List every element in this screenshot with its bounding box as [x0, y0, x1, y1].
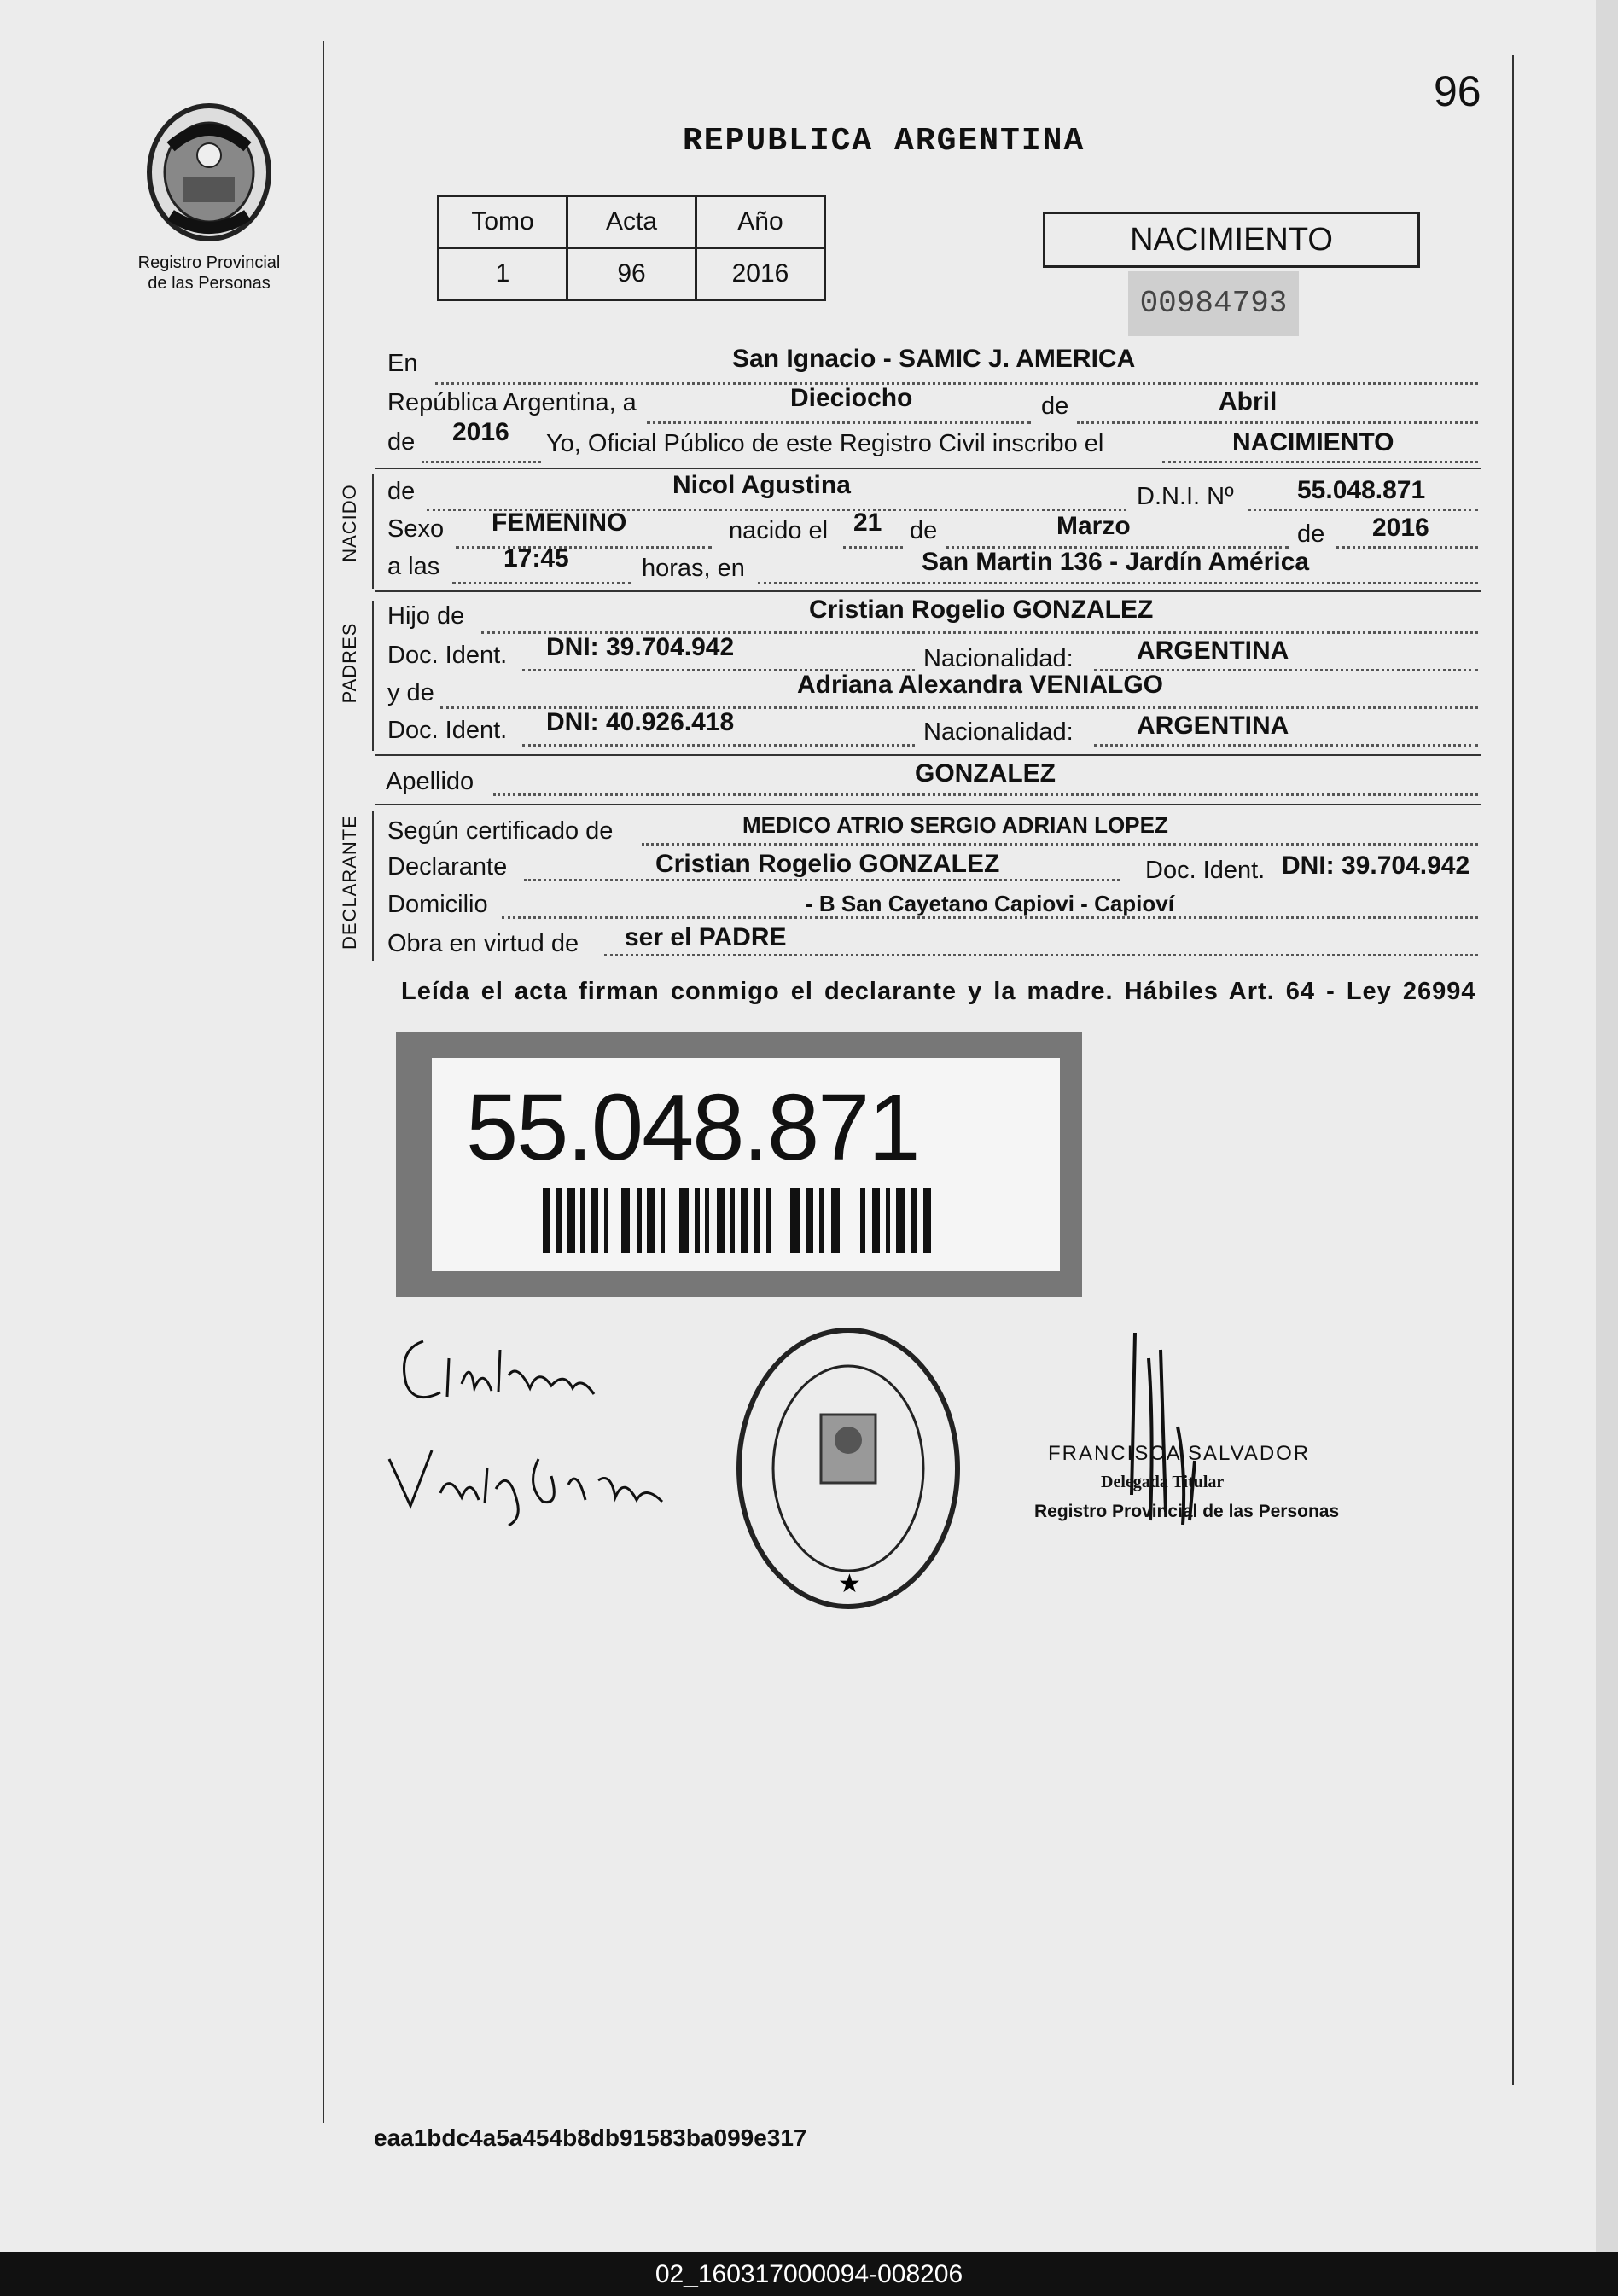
dots	[493, 793, 1478, 796]
day-words-value: Dieciocho	[790, 384, 913, 412]
hline	[375, 754, 1481, 756]
left-margin-rule	[323, 41, 324, 2123]
padres-bracket	[372, 601, 374, 751]
hline	[375, 804, 1481, 805]
dni-label: D.N.I. Nº	[1137, 483, 1234, 510]
de-label-3: de	[1297, 520, 1325, 548]
header-acta: Acta	[567, 196, 696, 248]
dots	[435, 382, 1478, 385]
registry-caption	[102, 253, 316, 294]
declarante-name: Cristian Rogelio GONZALEZ	[655, 850, 1000, 878]
dots	[422, 461, 541, 463]
header-anio: Año	[696, 196, 825, 248]
declarante-doc: DNI: 39.704.942	[1282, 852, 1470, 880]
obra-label: Obra en virtud de	[387, 930, 579, 957]
registry-line1: Registro Provincial	[137, 253, 281, 272]
republica-label: República Argentina, a	[387, 389, 637, 416]
svg-text:★: ★	[838, 1569, 861, 1599]
section-padres: PADRES	[339, 622, 360, 704]
dots	[1162, 461, 1478, 463]
hline	[375, 590, 1481, 592]
value-anio: 2016	[696, 248, 825, 300]
father-name: Cristian Rogelio GONZALEZ	[809, 596, 1154, 624]
birth-month: Marzo	[1056, 512, 1131, 540]
barcode-icon	[543, 1188, 952, 1253]
mother-nationality: ARGENTINA	[1137, 712, 1289, 740]
dni-sticker	[396, 1032, 1082, 1297]
dots	[843, 546, 903, 549]
domicilio-label: Domicilio	[387, 891, 488, 918]
dots	[1336, 546, 1478, 549]
dots	[1077, 421, 1478, 424]
en-label: En	[387, 350, 418, 377]
declarante-label: Declarante	[387, 853, 508, 881]
oficial-text: Yo, Oficial Público de este Registro Civil inscribo el	[546, 430, 1104, 457]
dots	[522, 744, 915, 747]
de-label: de	[1041, 392, 1069, 420]
document-hash: eaa1bdc4a5a454b8db91583ba099e317	[374, 2125, 807, 2151]
apellido-value: GONZALEZ	[915, 759, 1056, 788]
sexo-label: Sexo	[387, 515, 445, 543]
dots	[524, 879, 1120, 881]
dots	[452, 582, 631, 584]
official-role: Delegada Titular	[1101, 1473, 1225, 1491]
official-office: Registro Provincial de las Personas	[1034, 1502, 1340, 1521]
domicilio-value: - B San Cayetano Capiovi - Capioví	[806, 891, 1174, 916]
hline	[375, 468, 1481, 469]
dots	[1248, 509, 1478, 511]
place-value: San Ignacio - SAMIC J. AMERICA	[732, 345, 1136, 373]
yde-label: y de	[387, 679, 434, 706]
birth-time: 17:45	[503, 544, 569, 573]
nacido-el-label: nacido el	[729, 517, 829, 544]
declarante-bracket	[372, 811, 374, 961]
mother-doc: DNI: 40.926.418	[546, 708, 735, 736]
birth-year: 2016	[1372, 514, 1429, 542]
mother-nat-label: Nacionalidad:	[923, 718, 1074, 746]
official-stamp	[730, 1321, 966, 1616]
month-value: Abril	[1219, 387, 1278, 416]
hijo-label: Hijo de	[387, 602, 465, 630]
cert-label: Según certificado de	[387, 817, 614, 845]
official-name: FRANCISCA SALVADOR	[1048, 1442, 1311, 1465]
page-number: 96	[1434, 67, 1481, 115]
right-margin-rule	[1512, 55, 1514, 2085]
value-acta: 96	[567, 248, 696, 300]
closing-note: Leída el acta firman conmigo el declarante y la madre. Hábiles Art. 64 - Ley 26994	[401, 978, 1476, 1005]
father-nationality: ARGENTINA	[1137, 636, 1289, 665]
record-table	[437, 195, 826, 301]
scan-footer-code: 02_160317000094-008206	[0, 2252, 1618, 2296]
signature-venialgo	[381, 1433, 679, 1527]
child-dni: 55.048.871	[1297, 476, 1426, 504]
section-declarante: DECLARANTE	[339, 815, 360, 950]
father-doc-label: Doc. Ident.	[387, 642, 508, 669]
nacido-bracket	[372, 474, 374, 589]
de-label-2: de	[910, 517, 938, 544]
alas-label: a las	[387, 553, 440, 580]
province-seal-logo	[137, 96, 282, 249]
obra-value: ser el PADRE	[625, 923, 787, 951]
dots	[456, 546, 712, 549]
header-tomo: Tomo	[439, 196, 567, 248]
serial-number: 00984793	[1128, 271, 1299, 336]
dots	[642, 843, 1478, 846]
record-type-box: NACIMIENTO	[1043, 212, 1420, 268]
dots	[1094, 744, 1478, 747]
dots	[647, 421, 1031, 424]
registry-line2: de las Personas	[148, 274, 271, 293]
signature-cristian	[389, 1324, 628, 1418]
dots	[758, 582, 1478, 584]
sexo-value: FEMENINO	[492, 509, 627, 537]
section-nacido: NACIDO	[339, 484, 360, 562]
horas-label: horas, en	[642, 555, 745, 582]
cert-value: MEDICO ATRIO SERGIO ADRIAN LOPEZ	[742, 812, 1168, 838]
father-nat-label: Nacionalidad:	[923, 645, 1074, 672]
mother-doc-label: Doc. Ident.	[387, 717, 508, 744]
act-value: NACIMIENTO	[1232, 428, 1394, 456]
mother-name: Adriana Alexandra VENIALGO	[797, 671, 1163, 699]
child-name: Nicol Agustina	[672, 471, 851, 499]
nacido-de-label: de	[387, 478, 416, 505]
birth-address: San Martin 136 - Jardín América	[922, 548, 1310, 576]
value-tomo: 1	[439, 248, 567, 300]
dots	[604, 954, 1478, 956]
year-value: 2016	[452, 418, 509, 446]
official-signature	[1101, 1324, 1246, 1529]
page-title: REPUBLICA ARGENTINA	[683, 123, 1085, 160]
birth-day: 21	[853, 509, 882, 537]
sticker-label-area	[432, 1058, 1060, 1271]
declarante-doc-label: Doc. Ident.	[1145, 857, 1266, 884]
year-prefix-label: de	[387, 428, 416, 456]
apellido-label: Apellido	[386, 768, 474, 795]
father-doc: DNI: 39.704.942	[546, 633, 735, 661]
sticker-dni-number: 55.048.871	[466, 1075, 919, 1180]
